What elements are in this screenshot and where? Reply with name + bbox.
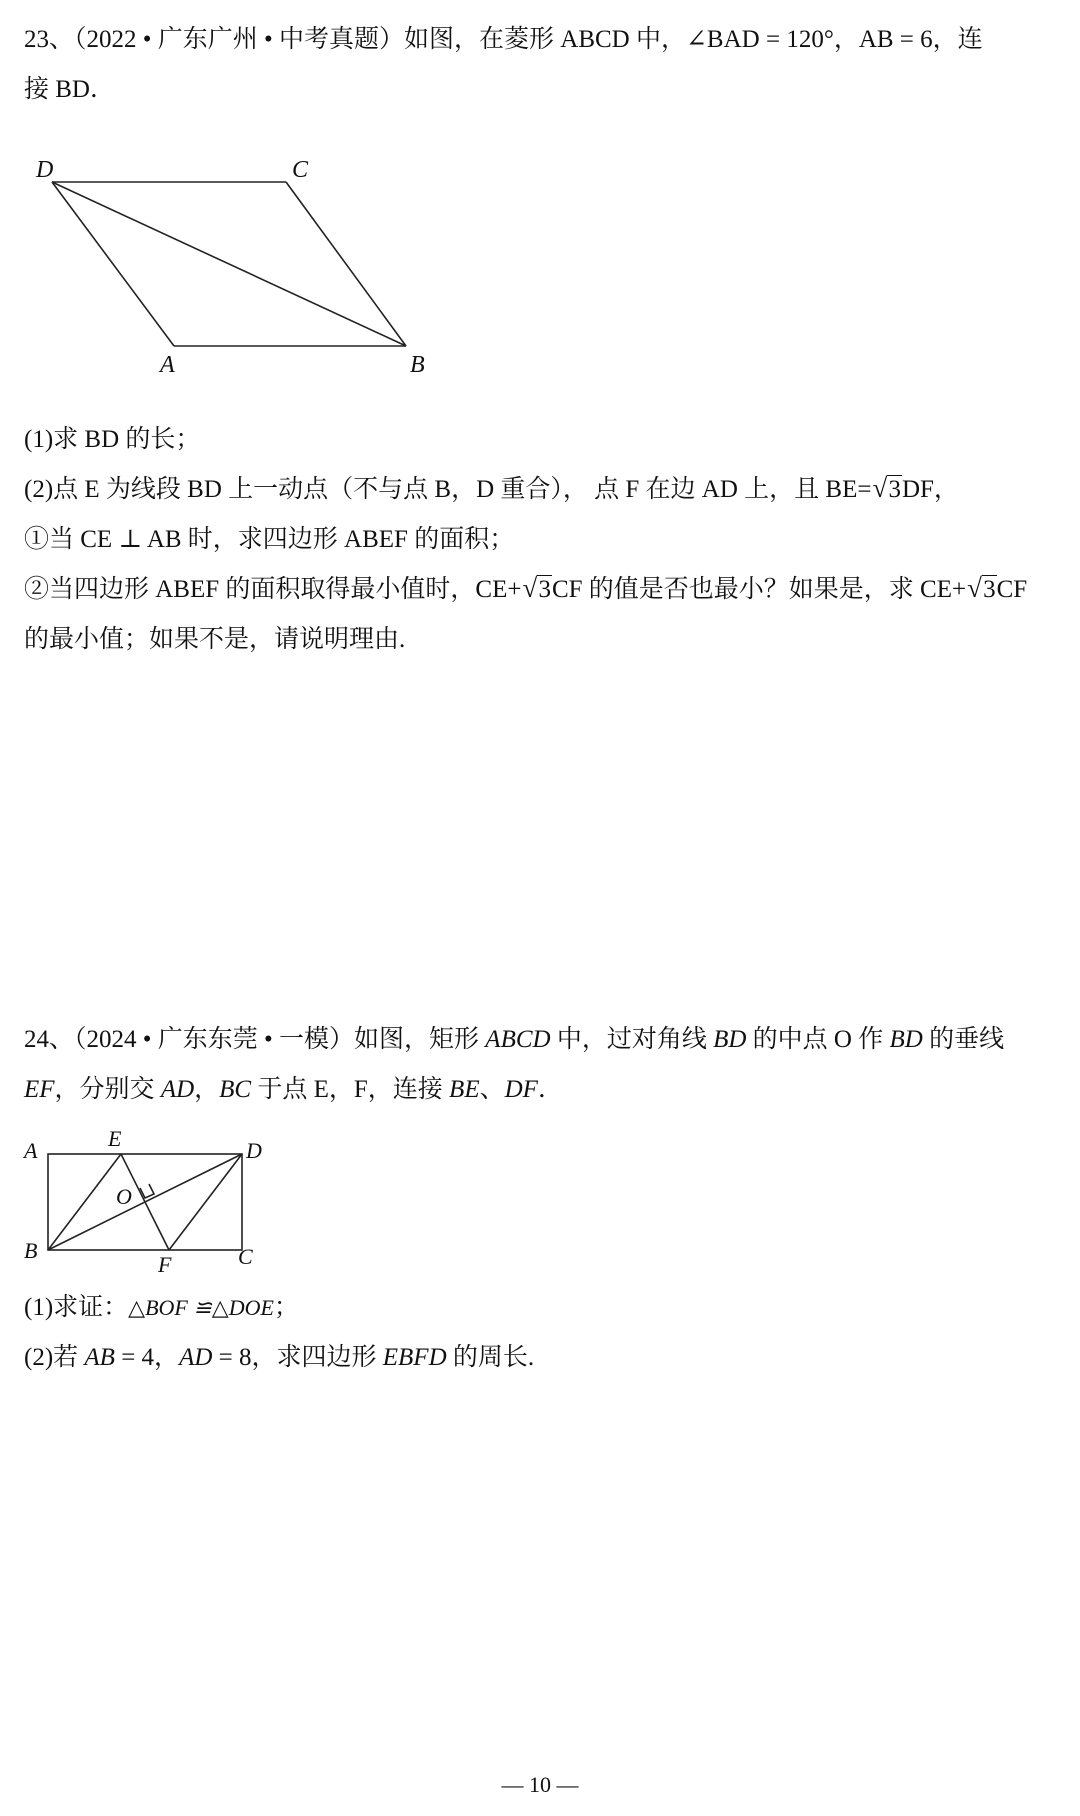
p23-q2-2-sqrt: 3 — [538, 576, 551, 603]
p24-segment-FD — [169, 1154, 242, 1250]
p23-stem-a: 如图，在菱形 ABCD 中，∠BAD = 120°，AB = 6，连 — [404, 26, 983, 53]
p23-q2-2-b: CF 的值是否也最小？如果是，求 CE+ — [551, 576, 967, 603]
p24-source: （2024 • 广东东莞 • 一模） — [74, 1026, 355, 1053]
p23-q2-sqrt: 3 — [888, 476, 901, 503]
p23-q2-a: (2)点 E 为线段 BD 上一动点（不与点 B，D 重合）， 点 F 在边 AD 上，且 BE= — [24, 476, 872, 503]
sqrt-symbol — [522, 574, 552, 606]
p24-stem-b8: 、 — [479, 1076, 505, 1103]
p23-edge-CB — [286, 182, 406, 346]
p23-q2-2-line1 — [24, 574, 1027, 606]
p23-q1: (1)求 BD 的长； — [24, 426, 201, 453]
p24-q2-a: (2)若 — [24, 1344, 85, 1371]
p24-label-B: B — [24, 1238, 38, 1263]
p24-stem-a4: BD — [713, 1026, 747, 1053]
p24-stem-b10: ． — [537, 1076, 563, 1103]
p24-q2-c: = 4， — [114, 1344, 180, 1371]
p23-q2-b: DF， — [901, 476, 959, 503]
p24-rectangle-figure — [0, 1124, 320, 1284]
p24-label-C: C — [238, 1244, 253, 1269]
p24-q2 — [24, 1342, 534, 1374]
p24-label-A: A — [24, 1138, 38, 1163]
p24-stem-b1: EF — [24, 1076, 55, 1103]
p24-stem-a1: 如图，矩形 — [354, 1026, 486, 1053]
p24-stem-b2: ，分别交 — [54, 1076, 161, 1103]
p24-segment-BE — [48, 1154, 121, 1250]
p24-stem-a3: 中，过对角线 — [550, 1026, 714, 1053]
p24-stem-line2 — [24, 1074, 563, 1106]
p23-q2-1: ①当 CE ⊥ AB 时，求四边形 ABEF 的面积； — [24, 526, 515, 553]
p24-stem-b3: AD — [160, 1076, 195, 1103]
p23-q2 — [24, 474, 959, 506]
p24-q2-b: AB — [84, 1344, 115, 1371]
p24-stem-a5: 的中点 O 作 — [746, 1026, 890, 1053]
p23-stem-line1 — [24, 24, 983, 56]
sqrt-symbol — [967, 574, 997, 606]
p24-q2-e: = 8，求四边形 — [212, 1344, 383, 1371]
p23-diagonal-BD — [52, 182, 406, 346]
p24-stem-b5: BC — [219, 1076, 252, 1103]
sqrt-symbol — [872, 474, 902, 506]
p24-stem-b4: ， — [194, 1076, 220, 1103]
p24-q1-a: (1)求证： — [24, 1294, 129, 1321]
p24-stem-a2: ABCD — [485, 1026, 551, 1053]
p23-label-B: B — [410, 352, 425, 378]
p24-stem-a6: BD — [889, 1026, 923, 1053]
p23-number: 23、 — [24, 26, 75, 53]
p24-number: 24、 — [24, 1026, 75, 1053]
p24-stem-b9: DF — [504, 1076, 538, 1103]
p24-stem-line1 — [24, 1024, 1004, 1056]
page-number: — 10 — — [501, 1772, 579, 1797]
p23-label-C: C — [292, 157, 309, 183]
p24-q2-g: 的周长. — [446, 1344, 535, 1371]
p24-label-O: O — [116, 1184, 132, 1209]
p24-q1-c: ； — [273, 1294, 299, 1321]
p23-source: （2022 • 广东广州 • 中考真题） — [74, 26, 405, 53]
p24-stem-b7: BE — [449, 1076, 480, 1103]
p23-stem-line2 — [24, 74, 115, 106]
p24-q1-b: △BOF ≌△DOE — [128, 1295, 274, 1320]
p24-q2-d: AD — [179, 1344, 213, 1371]
p23-label-A: A — [160, 352, 175, 378]
p23-q2-2-sqrt2: 3 — [983, 576, 996, 603]
p23-rhombus-figure — [0, 140, 480, 390]
p24-stem-b6: 于点 E，F，连接 — [251, 1076, 450, 1103]
p24-label-D: D — [246, 1138, 262, 1163]
p24-q1 — [24, 1292, 299, 1324]
p23-label-D: D — [36, 157, 54, 183]
p24-label-E: E — [108, 1126, 122, 1151]
p23-stem-b: 接 BD． — [24, 76, 115, 103]
p24-q2-f: EBFD — [382, 1344, 447, 1371]
p23-q2-2-c: CF — [996, 576, 1028, 603]
p23-q2-2-line2: 的最小值；如果不是，请说明理由. — [24, 626, 406, 653]
p24-stem-a7: 的垂线 — [922, 1026, 1005, 1053]
p23-q2-2-a: ②当四边形 ABEF 的面积取得最小值时，CE+ — [24, 576, 522, 603]
p23-edge-AD — [52, 182, 174, 346]
p24-label-F: F — [158, 1252, 172, 1277]
